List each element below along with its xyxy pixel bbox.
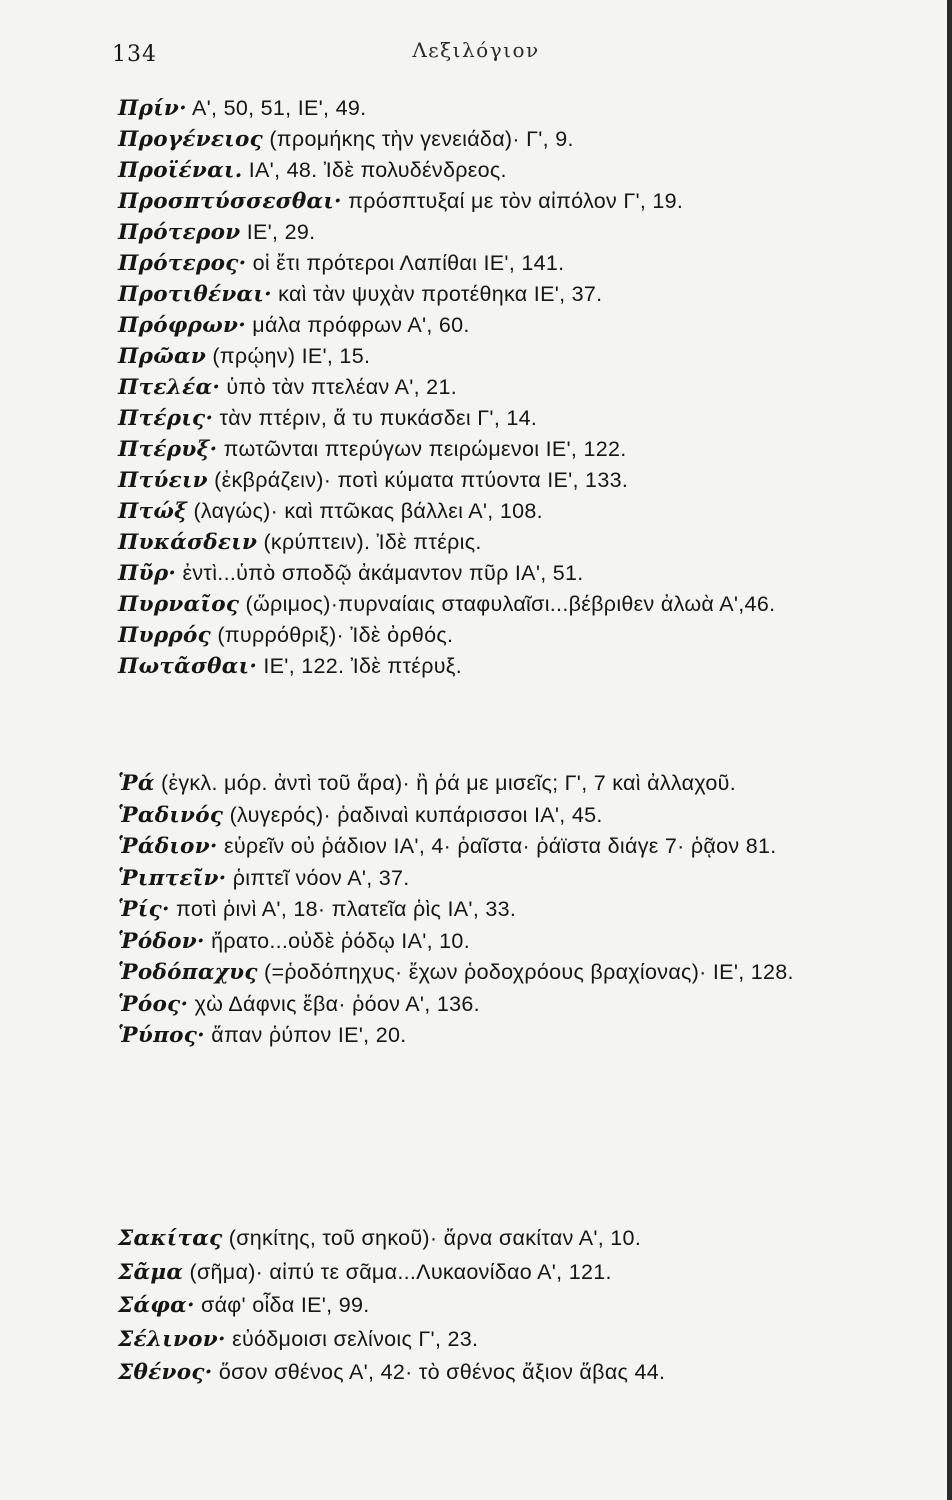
entry-protithenai (118, 279, 918, 310)
definition: σάφ' οἶδα ΙΕ', 99. (194, 1293, 370, 1317)
entry-proteron (118, 217, 918, 248)
definition: (πρῴην) ΙΕ', 15. (206, 344, 371, 368)
definition: (ὥριμος)·πυρναίαις σταφυλαῖσι...βέβριθεν ἀλωὰ Α',46. (239, 592, 776, 616)
section-pi (118, 93, 918, 682)
entry-pteris (118, 403, 918, 434)
entry-prosptyssesthai (118, 186, 918, 217)
headword: Προϊέναι. (118, 158, 243, 183)
definition: ΙΕ', 122. Ἰδὲ πτέρυξ. (257, 654, 462, 678)
entry-ris (118, 894, 918, 926)
entry-proienai (118, 155, 918, 186)
page-edge-shadow (947, 0, 952, 1500)
headword: Σακίτας (118, 1226, 223, 1251)
entry-prin (118, 93, 918, 124)
entry-sapha (118, 1289, 918, 1323)
entry-ptelea (118, 372, 918, 403)
entry-ra (118, 768, 918, 800)
section-rho (118, 768, 918, 1052)
entry-rodopachys (118, 957, 918, 989)
entry-pyr (118, 558, 918, 589)
headword: Ῥόδον· (118, 928, 205, 954)
definition: (σῆμα)· αἰπύ τε σᾶμα...Λυκαονίδαο Α', 121. (183, 1259, 612, 1284)
definition: χὼ Δάφνις ἔβα· ῥόον Α', 136. (188, 991, 480, 1016)
headword: Πρίν· (118, 96, 187, 121)
definition: ΙΕ', 29. (240, 220, 316, 244)
entry-roos (118, 989, 918, 1021)
headword: Ῥιπτεῖν· (118, 865, 227, 891)
headword: Προσπτύσσεσθαι· (118, 189, 342, 214)
definition: ἅπαν ῥύπον ΙΕ', 20. (204, 1023, 407, 1047)
definition: καὶ τὰν ψυχὰν προτέθηκα ΙΕ', 37. (271, 282, 603, 306)
headword: Πτελέα· (118, 375, 221, 400)
definition: ποτὶ ῥινὶ Α', 18· πλατεῖα ῥὶς ΙΑ', 33. (169, 897, 517, 921)
definition: πωτῶνται πτερύγων πειρώμενοι ΙΕ', 122. (217, 437, 627, 461)
entry-radion (118, 831, 918, 863)
definition: ὅσον σθένος Α', 42· τὸ σθένος ἄξιον ἅβας 44. (212, 1360, 666, 1384)
entry-radinos (118, 800, 918, 832)
headword: Πτύειν (118, 468, 208, 493)
headword: Πτέρις· (118, 406, 214, 431)
definition: (=ῥοδόπηχυς· ἔχων ῥοδοχρόους βραχίονας)· ΙΕ', 128. (257, 960, 794, 984)
headword: Πρόφρων· (118, 313, 246, 338)
definition: (πυρρόθριξ)· Ἰδὲ ὀρθός. (211, 623, 454, 647)
headword: Προγένειος (118, 127, 264, 152)
entry-prophron (118, 310, 918, 341)
headword: Πυρναῖος (118, 592, 240, 617)
definition: ἤρατο...οὐδὲ ῥόδῳ ΙΑ', 10. (204, 928, 470, 953)
definition: (λαγώς)· καὶ πτῶκας βάλλει Α', 108. (187, 499, 543, 523)
entry-ptyein (118, 465, 918, 496)
entry-rodon (118, 926, 918, 958)
definition: τὰν πτέριν, ἅ τυ πυκάσδει Γ', 14. (213, 406, 538, 430)
headword: Πτέρυξ· (118, 437, 218, 462)
headword: Ῥάδιον· (118, 834, 218, 859)
headword: Ῥύπος· (118, 1023, 205, 1048)
entry-riptein (118, 863, 918, 895)
definition: εὐόδμοισι σελίνοις Γ', 23. (225, 1326, 479, 1351)
entry-potasthai (118, 651, 918, 682)
headword: Ῥοδόπαχυς (118, 960, 258, 985)
headword: Πυκάσδειν (118, 530, 258, 555)
section-sigma (118, 1222, 918, 1390)
entry-sakitas (118, 1222, 918, 1256)
entry-rypos (118, 1020, 918, 1052)
headword: Ῥαδινός (118, 802, 224, 828)
headword: Σᾶμα (118, 1259, 184, 1285)
entry-pyrros (118, 620, 918, 651)
entry-sthenos (118, 1356, 918, 1390)
entry-proan (118, 341, 918, 372)
headword: Πρότερος· (118, 251, 247, 276)
entry-pyrnaios (118, 589, 918, 620)
definition: ῥιπτεῖ νόον Α', 37. (226, 865, 410, 890)
running-title: Λεξιλόγιον (412, 38, 540, 62)
headword: Πρῶαν (118, 344, 207, 369)
entry-selinon (118, 1323, 918, 1357)
page-number: 134 (112, 42, 157, 67)
definition: πρόσπτυξαί με τὸν αἰπόλον Γ', 19. (341, 189, 684, 213)
definition: (κρύπτειν). Ἰδὲ πτέρις. (257, 530, 482, 554)
entry-progeneios (118, 124, 918, 155)
definition: (λυγερός)· ῥαδιναὶ κυπάρισσοι ΙΑ', 45. (223, 802, 603, 827)
entry-pteryx (118, 434, 918, 465)
definition: ἐντὶ...ὑπὸ σποδῷ ἀκάμαντον πῦρ ΙΑ', 51. (176, 561, 584, 585)
headword: Ῥόος· (118, 991, 189, 1017)
headword: Σθένος· (118, 1360, 213, 1385)
headword: Πωτᾶσθαι· (118, 654, 258, 679)
definition: ΙΑ', 48. Ἰδὲ πολυδένδρεος. (242, 158, 507, 182)
definition: εὑρεῖν οὐ ῥάδιον ΙΑ', 4· ῥαῖστα· ῥάϊστα διάγε 7· ῥᾷον 81. (217, 834, 777, 858)
entry-ptox (118, 496, 918, 527)
headword: Πῦρ· (118, 561, 177, 586)
entry-proteros (118, 248, 918, 279)
headword: Σέλινον· (118, 1326, 226, 1352)
definition: (σηκίτης, τοῦ σηκοῦ)· ἄρνα σακίταν Α', 10. (222, 1226, 642, 1250)
definition: μάλα πρόφρων Α', 60. (245, 313, 470, 337)
definition: (ἐκβράζειν)· ποτὶ κύματα πτύοντα ΙΕ', 133. (207, 468, 629, 492)
headword: Ῥίς· (118, 897, 170, 922)
definition: ὑπὸ τὰν πτελέαν Α', 21. (220, 375, 457, 399)
entry-sama (118, 1256, 918, 1290)
definition: (ἐγκλ. μόρ. ἀντὶ τοῦ ἄρα)· ἢ ῥά με μισεῖς; Γ', 7 καὶ ἀλλαχοῦ. (154, 771, 736, 795)
definition: Α', 50, 51, ΙΕ', 49. (186, 96, 367, 120)
definition: (προμήκης τὴν γενειάδα)· Γ', 9. (263, 127, 574, 151)
headword: Πυρρός (118, 623, 212, 648)
headword: Ῥά (118, 771, 155, 796)
headword: Προτιθέναι· (118, 282, 272, 307)
headword: Πρότερον (118, 220, 241, 245)
definition: οἱ ἔτι πρότεροι Λαπίθαι ΙΕ', 141. (246, 251, 565, 275)
headword: Σάφα· (118, 1293, 195, 1318)
headword: Πτώξ (118, 499, 188, 524)
entry-pykasdein (118, 527, 918, 558)
